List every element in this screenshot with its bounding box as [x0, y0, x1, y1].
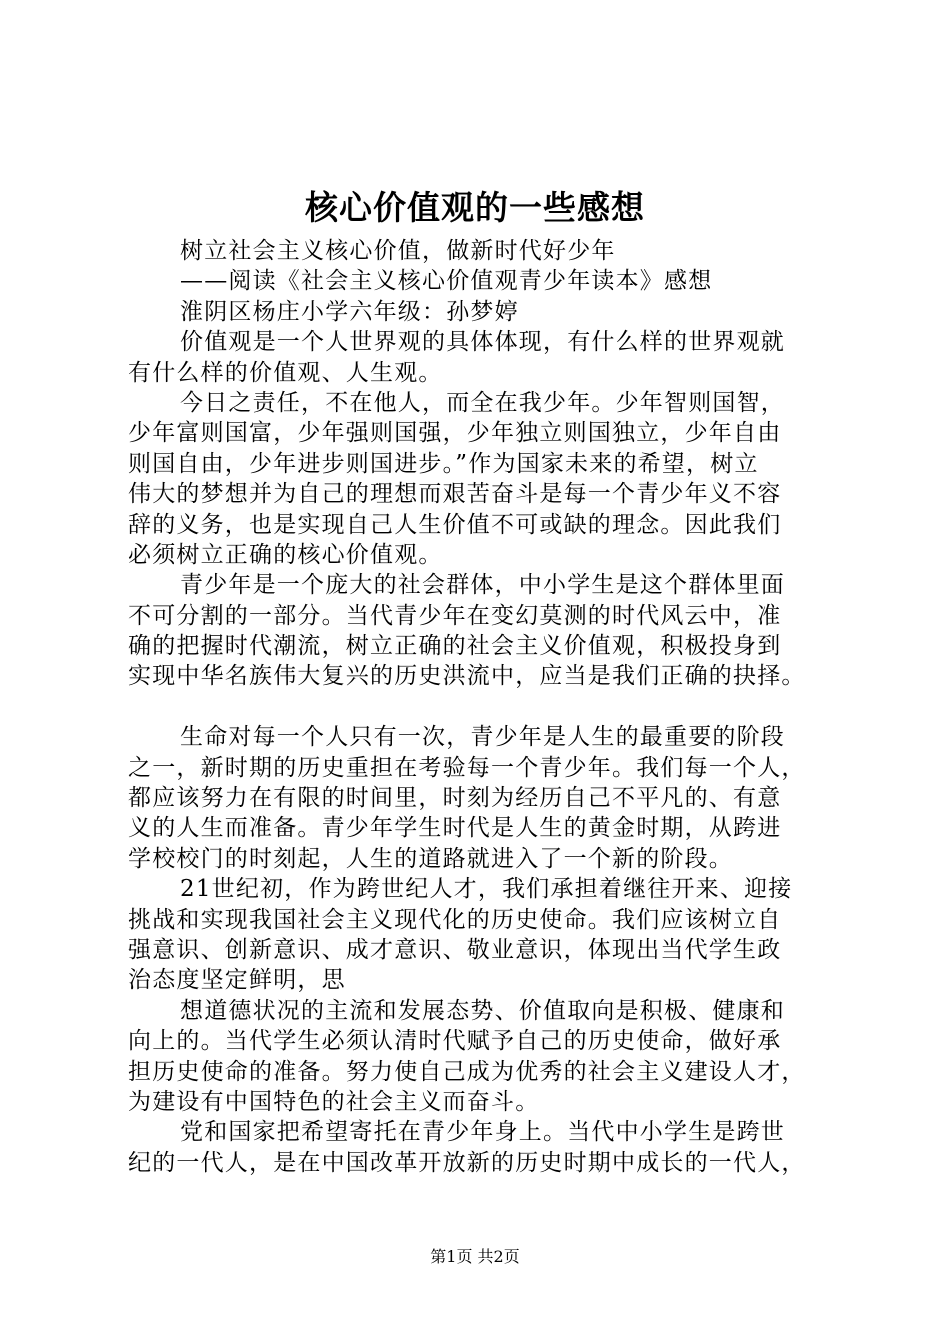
text-line: 治态度坚定鲜明，思 [128, 967, 346, 994]
text-line: 纪的一代人，是在中国改革开放新的历史时期中成长的一代人， [128, 1149, 806, 1176]
text-line [128, 692, 838, 722]
text-line: 挑战和实现我国社会主义现代化的历史使命。我们应该树立自 [128, 906, 782, 933]
text-line: 树立社会主义核心价值，做新时代好少年 [180, 238, 616, 264]
text-line: 有什么样的价值观、人生观。 [128, 359, 443, 386]
text-line: 之一，新时期的历史重担在考验每一个青少年。我们每一个人， [128, 754, 806, 781]
text-line: 想道德状况的主流和发展态势、价值取向是积极、健康和 [180, 997, 785, 1024]
text-line: 担历史使命的准备。努力使自己成为优秀的社会主义建设人才， [128, 1058, 806, 1085]
text-line: 淮阴区杨庄小学六年级：孙梦婷 [180, 298, 519, 325]
text-line: 都应该努力在有限的时间里，时刻为经历自己不平凡的、有意 [128, 785, 782, 812]
document-body [128, 236, 838, 1178]
text-line: 学校校门的时刻起，人生的道路就进入了一个新的阶段。 [128, 845, 733, 872]
text-line: 生命对每一个人只有一次，青少年是人生的最重要的阶段 [180, 724, 785, 751]
document-title: 核心价值观的一些感想 [305, 188, 645, 227]
text-line: 向上的。当代学生必须认清时代赋予自己的历史使命，做好承 [128, 1028, 782, 1055]
text-line: 价值观是一个人世界观的具体体现，有什么样的世界观就 [180, 329, 785, 356]
text-line: 则国自由，少年进步则国进步。”作为国家未来的希望，树立 [128, 450, 759, 477]
text-line: 实现中华名族伟大复兴的历史洪流中，应当是我们正确的抉择。 [128, 663, 806, 690]
text-line: 党和国家把希望寄托在青少年身上。当代中小学生是跨世 [180, 1119, 785, 1146]
text-line: 今日之责任，不在他人，而全在我少年。少年智则国智， [180, 389, 785, 416]
text-line: 义的人生而准备。青少年学生时代是人生的黄金时期，从跨进 [128, 815, 782, 842]
text-line: 为建设有中国特色的社会主义而奋斗。 [128, 1088, 540, 1115]
text-line: 伟大的梦想并为自己的理想而艰苦奋斗是每一个青少年义不容 [128, 481, 782, 508]
text-line: ——阅读《社会主义核心价值观青少年读本》感想 [180, 268, 713, 295]
text-line: 青少年是一个庞大的社会群体，中小学生是这个群体里面 [180, 572, 785, 599]
text-line: 必须树立正确的核心价值观。 [128, 541, 443, 568]
text-line: 确的把握时代潮流，树立正确的社会主义价值观，积极投身到 [128, 633, 782, 660]
page-footer: 第1页 共2页 [430, 1247, 520, 1266]
text-line: 强意识、创新意识、成才意识、敬业意识，体现出当代学生政 [128, 936, 782, 963]
text-line: 辞的义务，也是实现自己人生价值不可或缺的理念。因此我们 [128, 511, 782, 538]
text-line: 不可分割的一部分。当代青少年在变幻莫测的时代风云中，准 [128, 602, 782, 629]
text-line: 少年富则国富，少年强则国强，少年独立则国独立，少年自由 [128, 420, 782, 447]
text-line: 21世纪初，作为跨世纪人才，我们承担着继往开来、迎接 [180, 876, 793, 903]
